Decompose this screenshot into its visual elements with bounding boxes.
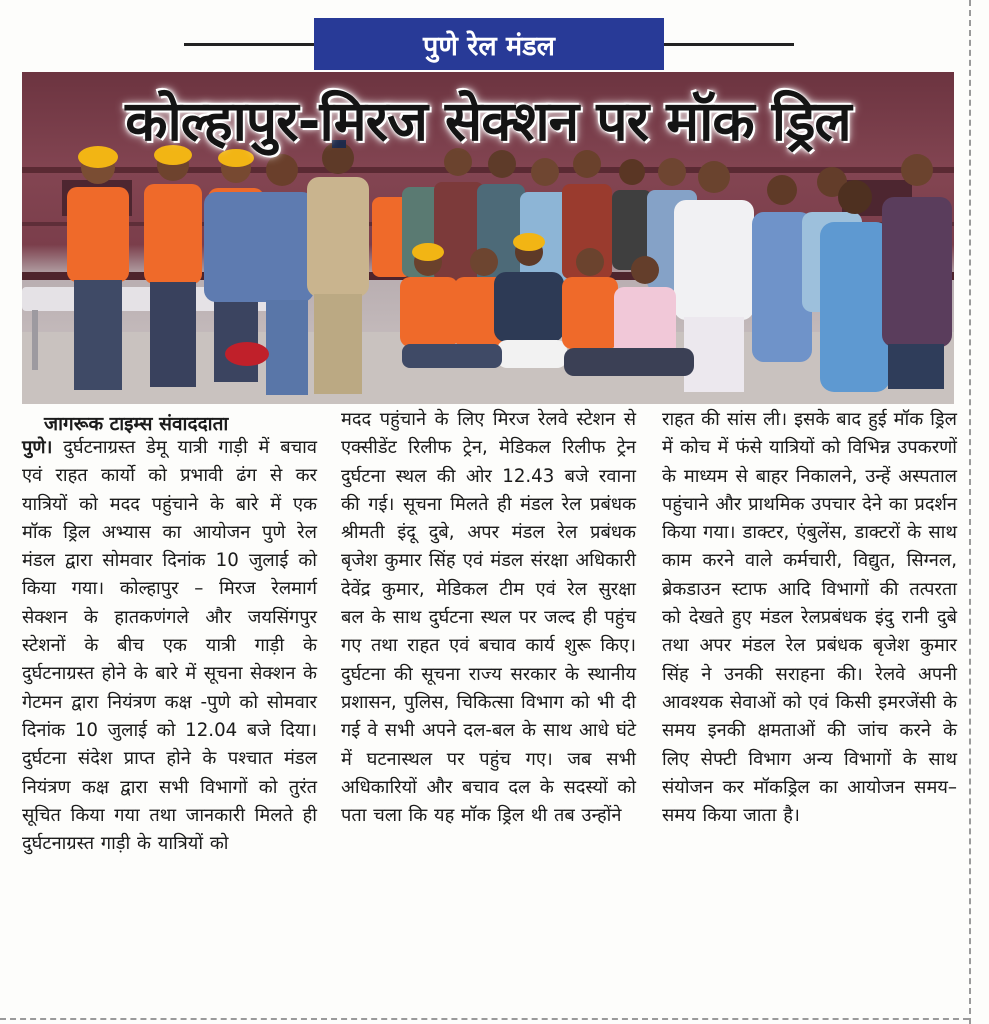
- article-column-3: राहत की सांस ली। इसके बाद हुई मॉक ड्रिल में कोच में फंसे यात्रियों को विभिन्न उपकरणों के माध्यम से बाहर निकालने, उन्हें अस्पताल पहुंचाने और प्राथमिक उपचार देने का प्रदर्शन किया गया। डाक्टर, एंबुलेंस, डाक्टरों के साथ काम करने वाले कर्मचारी, विद्युत, सिग्नल, ब्रेकडाउन स्टाफ आदि विभागों की तत्परता को देखते हुए मंडल रेलप्रबंधक इंदु रानी दुबे तथा अपर मंडल रेल प्रबंधक बृजेश कुमार सिंह ने उनकी सराहना की। रेलवे अपनी आवश्यक सेवाओं को एवं किसी इमरजेंसी के समय इनकी क्षमताओं की जांच करने के लिए सेफ्टी विभाग अन्य विभागों के साथ संयोजन कर मॉकड्रिल का आयोजन समय– समय किया जाता है।: [662, 409, 957, 827]
- section-label: पुणे रेल मंडल: [314, 18, 664, 70]
- article-column-2: मदद पहुंचाने के लिए मिरज रेलवे स्टेशन से एक्सीडेंट रिलीफ ट्रेन, मेडिकल रिलीफ ट्रेन दुर्घटना स्थल की ओर 12.43 बजे रवाना की गई। सूचना मिलते ही मंडल रेल प्रबंधक श्रीमती इंदू दुबे, अपर मंडल रेल प्रबंधक बृजेश कुमार सिंह एवं मंडल संरक्षा अधिकारी देवेंद्र कुमार, मेडिकल टीम एवं रेल सुरक्षा बल के साथ दुर्घटना स्थल पर जल्द ही पहुंच गए तथा राहत एवं बचाव कार्य शुरू किए। दुर्घटना की सूचना राज्य सरकार के स्थानीय प्रशासन, पुलिस, चिकित्सा विभाग को भी दी गई वे सभी अपने दल-बल के साथ आधे घंटे में घटनास्थल पर पहुंच गए। जब सभी अधिकारियों और बचाव दल के सदस्यों को पता चला कि यह मॉक ड्रिल थी तब उन्होंने: [341, 409, 636, 827]
- dateline: पुणे।: [22, 437, 53, 458]
- article-column-1: [22, 434, 317, 858]
- kicker-right-rule: [664, 43, 794, 46]
- byline: जागरूक टाइम्स संवाददाता: [44, 413, 229, 435]
- page-bottom-divider: [0, 1018, 969, 1020]
- article-column-1-text: दुर्घटनाग्रस्त डेमू यात्री गाड़ी में बचाव एवं राहत कार्यो को प्रभावी ढंग से कर यात्रियों को मदद पहुंचाने के बारे में एक मॉक ड्रिल अभ्यास का आयोजन पुणे रेल मंडल द्वारा सोमवार दिनांक 10 जुलाई को किया गया। कोल्हापुर – मिरज रेलमार्ग सेक्शन के हातकणंगले और जयसिंगपुर स्टेशनों के बीच एक यात्री गाड़ी के दुर्घटनाग्रस्त होने के बारे में सूचना सेक्शन के गेटमन द्वारा नियंत्रण कक्ष -पुणे को सोमवार दिनांक 10 जुलाई को 12.04 बजे दिया। दुर्घटना संदेश प्राप्त होने के पश्चात मंडल नियंत्रण कक्ष द्वारा सभी विभागों को तुरंत सूचित किया गया तथा जानकारी मिलते ही दुर्घटनाग्रस्त गाड़ी के यात्रियों को: [22, 437, 317, 855]
- kicker-left-rule: [184, 43, 314, 46]
- headline: कोल्हापुर-मिरज सेक्शन पर मॉक ड्रिल: [125, 89, 851, 153]
- page-right-divider: [969, 0, 971, 1024]
- news-photo: [22, 72, 954, 404]
